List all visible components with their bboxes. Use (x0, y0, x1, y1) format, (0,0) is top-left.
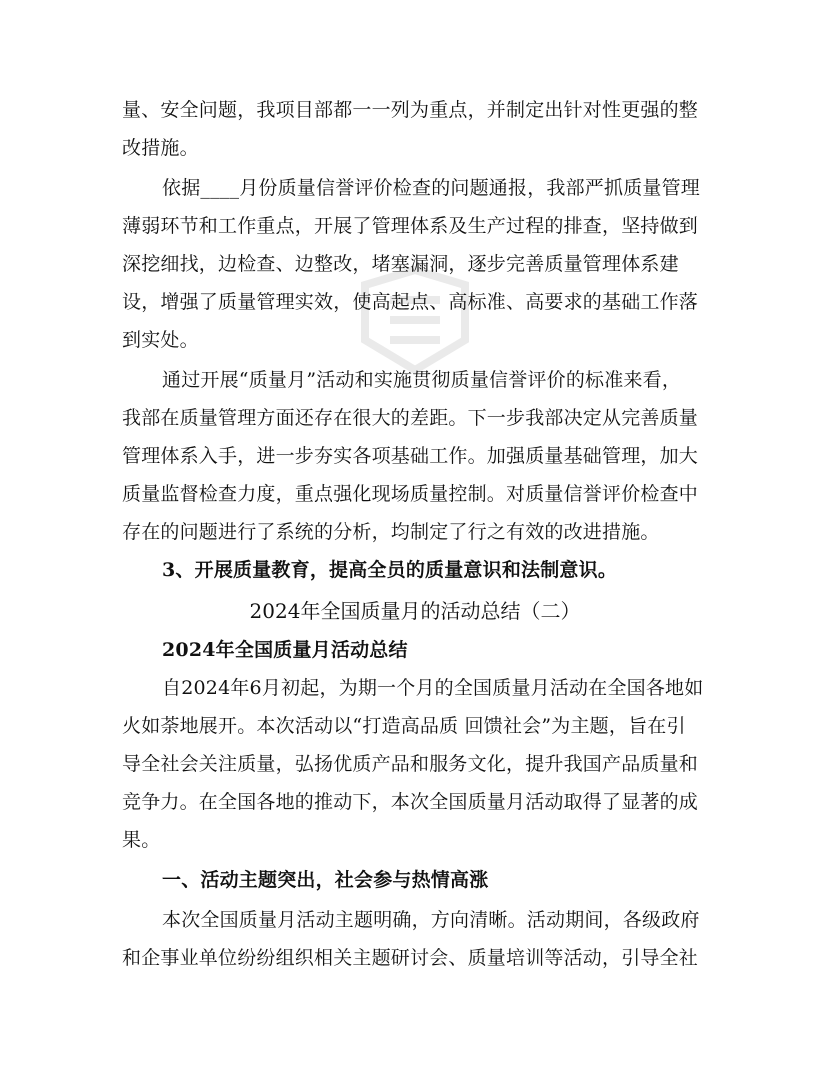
paragraph-4-line-4: 竞争力。在全国各地的推动下，本次全国质量月活动取得了显著的成 (122, 791, 699, 813)
document-title-2: 2024年全国质量月的活动总结（二） (249, 599, 581, 623)
paragraph-3-line-3: 管理体系入手，进一步夯实各项基础工作。加强质量基础管理，加大 (122, 445, 699, 467)
paragraph-1-line-1: 量、安全问题，我项目部都一一列为重点，并制定出针对性更强的整 (122, 99, 699, 121)
paragraph-2-line-2: 薄弱环节和工作重点，开展了管理体系及生产过程的排查，坚持做到 (122, 215, 699, 237)
paragraph-4-line-3: 导全社会关注质量，弘扬优质产品和服务文化，提升我国产品质量和 (122, 753, 699, 775)
section-heading-one: 一、活动主题突出，社会参与热情高涨 (162, 869, 489, 891)
paragraph-5-line-1: 本次全国质量月活动主题明确，方向清晰。活动期间，各级政府 (162, 909, 700, 931)
paragraph-4-line-2: 火如荼地展开。本次活动以“打造高品质 回馈社会”为主题，旨在引 (122, 715, 686, 737)
paragraph-2-line-1: 依据____月份质量信誉评价检查的问题通报，我部严抓质量管理 (162, 177, 701, 199)
paragraph-4-line-5: 果。 (122, 829, 161, 851)
paragraph-1-line-2: 改措施。 (122, 137, 199, 159)
document-subtitle: 2024年全国质量月活动总结 (162, 639, 408, 661)
section-heading-3: 3、开展质量教育，提高全员的质量意识和法制意识。 (162, 559, 618, 581)
paragraph-3-line-5: 存在的问题进行了系统的分析，均制定了行之有效的改进措施。 (122, 521, 660, 543)
paragraph-2-line-4: 设，增强了质量管理实效，使高起点、高标准、高要求的基础工作落 (122, 291, 699, 313)
paragraph-3-line-2: 我部在质量管理方面还存在很大的差距。下一步我部决定从完善质量 (122, 407, 699, 429)
paragraph-4-line-1: 自2024年6月初起，为期一个月的全国质量月活动在全国各地如 (162, 677, 704, 699)
paragraph-3-line-1: 通过开展“质量月”活动和实施贯彻质量信誉评价的标准来看， (162, 369, 682, 391)
paragraph-2-line-3: 深挖细找，边检查、边整改，堵塞漏洞，逐步完善质量管理体系建 (122, 253, 679, 275)
paragraph-2-line-5: 到实处。 (122, 329, 199, 351)
watermark-icon (350, 265, 480, 375)
paragraph-3-line-4: 质量监督检查力度，重点强化现场质量控制。对质量信誉评价检查中 (122, 483, 699, 505)
paragraph-5-line-2: 和企事业单位纷纷组织相关主题研讨会、质量培训等活动，引导全社 (122, 947, 699, 969)
